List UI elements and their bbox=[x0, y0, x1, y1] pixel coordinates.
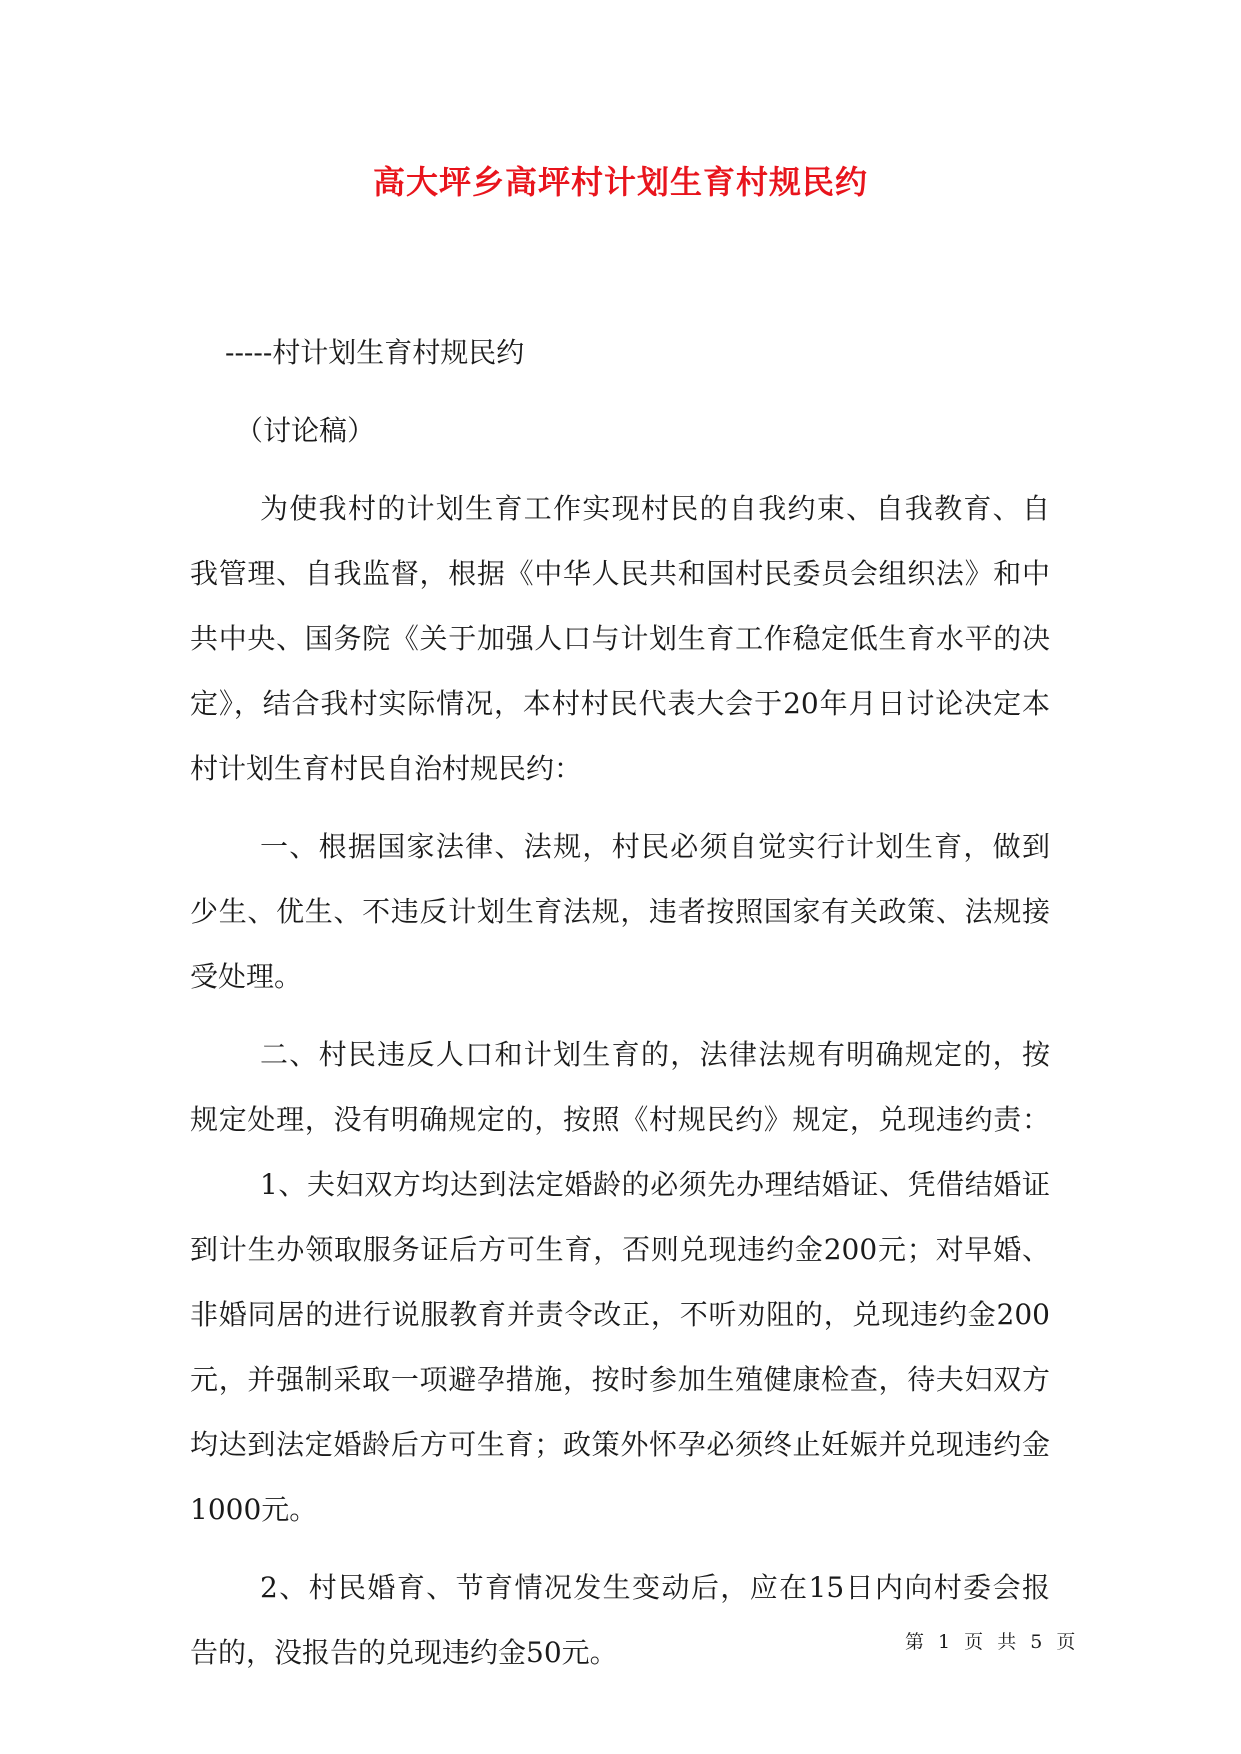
subtitle-line bbox=[190, 320, 1050, 385]
paragraph-line: 为使我村的计划生育工作实现村民的自我约束、自我教育、自 bbox=[260, 492, 1050, 525]
paragraph-line: 元，并强制采取一项避孕措施，按时参加生殖健康检查，待夫妇双方 bbox=[190, 1363, 1050, 1396]
paragraph bbox=[190, 1152, 1050, 1542]
paragraph bbox=[190, 1022, 1050, 1152]
document-title: 高大坪乡高坪村计划生育村规民约 bbox=[372, 163, 868, 201]
paragraph bbox=[190, 1555, 1050, 1685]
paragraph-line: 1000元。 bbox=[190, 1493, 318, 1526]
draft-note-line bbox=[190, 398, 1050, 463]
draft-note: （讨论稿） bbox=[235, 414, 376, 447]
paragraph-line: 1、夫妇双方均达到法定婚龄的必须先办理结婚证、凭借结婚证 bbox=[260, 1168, 1050, 1201]
page-number-footer: 第 1 页 共 5 页 bbox=[905, 1631, 1080, 1653]
paragraph-line: 少生、优生、不违反计划生育法规，违者按照国家有关政策、法规接 bbox=[190, 895, 1050, 928]
paragraph-line: 共中央、国务院《关于加强人口与计划生育工作稳定低生育水平的决 bbox=[190, 622, 1050, 655]
paragraph-line: 2、村民婚育、节育情况发生变动后，应在15日内向村委会报 bbox=[260, 1571, 1050, 1604]
paragraph-line: 二、村民违反人口和计划生育的，法律法规有明确规定的，按 bbox=[260, 1038, 1050, 1071]
paragraph-line: 村计划生育村民自治村规民约： bbox=[190, 752, 583, 785]
paragraph-line: 我管理、自我监督，根据《中华人民共和国村民委员会组织法》和中 bbox=[190, 557, 1050, 590]
paragraph-line: 规定处理，没有明确规定的，按照《村规民约》规定，兑现违约责： bbox=[190, 1103, 1050, 1136]
paragraph bbox=[190, 814, 1050, 1009]
paragraph-line: 到计生办领取服务证后方可生育，否则兑现违约金200元；对早婚、 bbox=[190, 1233, 1050, 1266]
document-body bbox=[190, 320, 1050, 1685]
paragraph-line: 告的，没报告的兑现违约金50元。 bbox=[190, 1636, 618, 1669]
subtitle: -----村计划生育村规民约 bbox=[225, 336, 525, 369]
paragraph-line: 非婚同居的进行说服教育并责令改正，不听劝阻的，兑现违约金200 bbox=[190, 1298, 1050, 1331]
paragraph bbox=[190, 476, 1050, 801]
paragraph-line: 一、根据国家法律、法规，村民必须自觉实行计划生育，做到 bbox=[260, 830, 1050, 863]
paragraph-line: 受处理。 bbox=[190, 960, 303, 993]
paragraph-line: 定》，结合我村实际情况，本村村民代表大会于20年月日讨论决定本 bbox=[190, 687, 1050, 720]
paragraph-line: 均达到法定婚龄后方可生育；政策外怀孕必须终止妊娠并兑现违约金 bbox=[190, 1428, 1050, 1461]
